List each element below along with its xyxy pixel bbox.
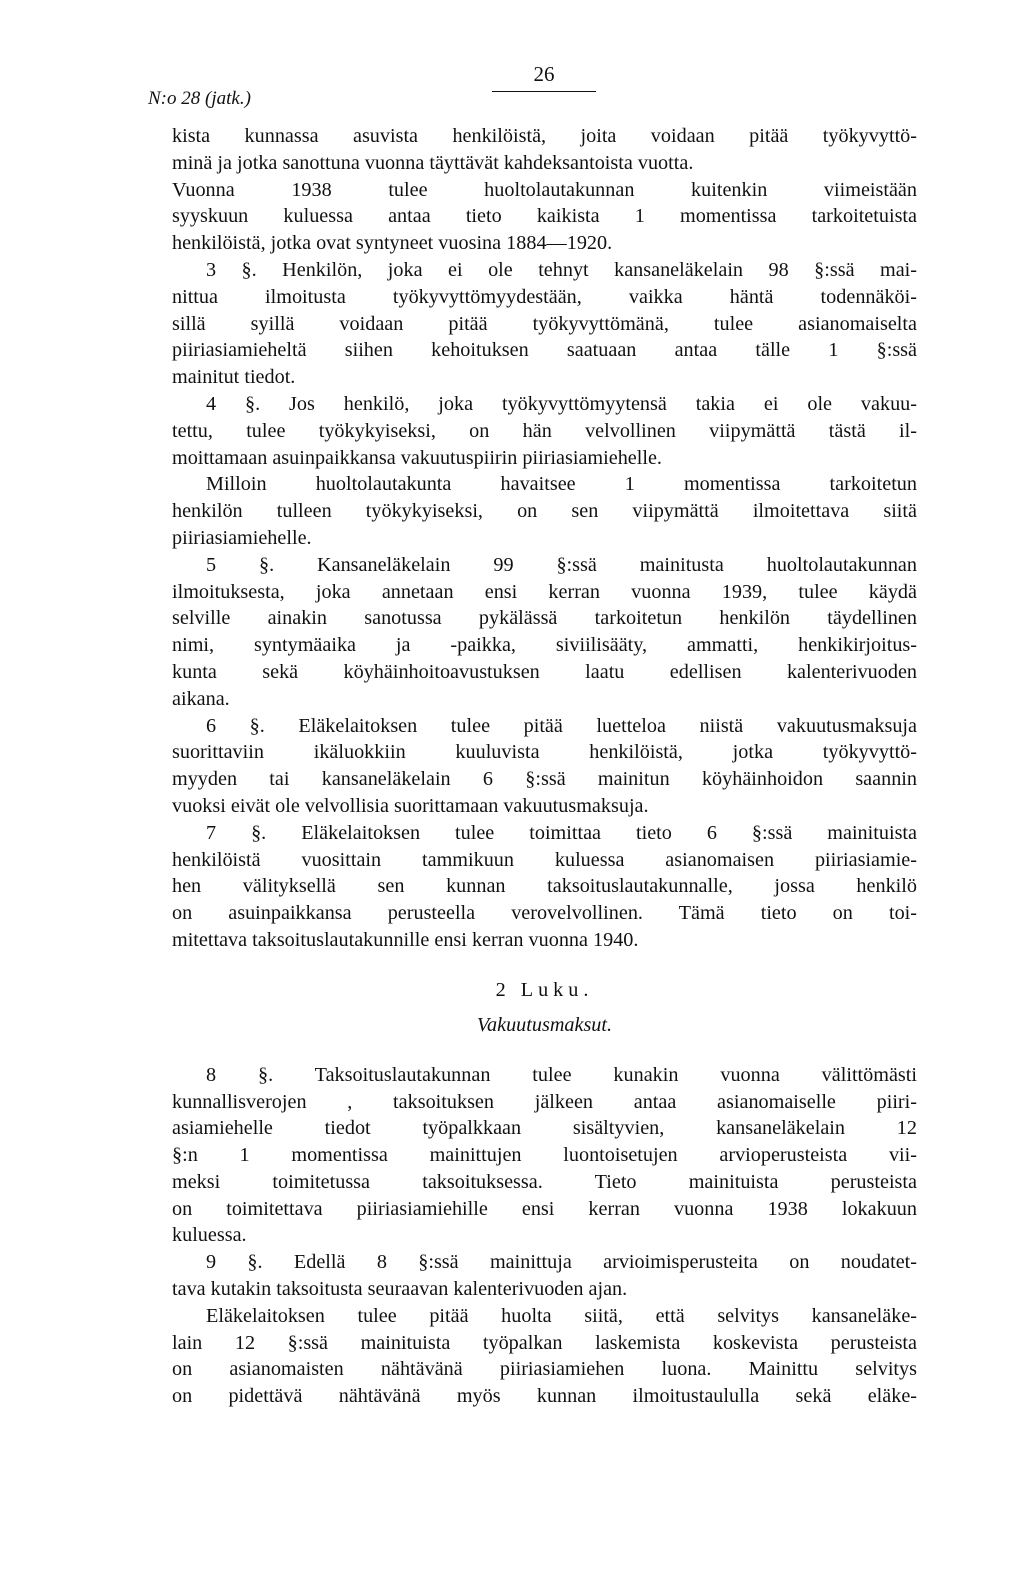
text-line: nimi, syntymäaika ja -paikka, siviilisääty, ammatti, henkikirjoitus- bbox=[172, 634, 917, 657]
text-line: kista kunnassa asuvista henkilöistä, joita voidaan pitää työkyvyttö- bbox=[172, 125, 917, 147]
text-line: on toimitettava piiriasiamiehille ensi kerran vuonna 1938 lokakuun bbox=[172, 1197, 917, 1220]
chapter-title: Vakuutusmaksut. bbox=[476, 1013, 613, 1036]
text-line: 5 §. Kansaneläkelain 99 §:ssä mainitusta huoltolautakunnan bbox=[206, 553, 917, 576]
chapter-label: 2 Luku. bbox=[495, 978, 594, 1001]
spacer bbox=[172, 954, 917, 973]
text-line: myyden tai kansaneläkelain 6 §:ssä mainitun köyhäinhoidon saannin bbox=[172, 768, 917, 791]
text-line: kuluessa. bbox=[172, 1224, 247, 1247]
text-line: Eläkelaitoksen tulee pitää huolta siitä, että selvitys kansaneläke- bbox=[206, 1304, 917, 1327]
text-line: 9 §. Edellä 8 §:ssä mainittuja arvioimisperusteita on noudatet- bbox=[206, 1251, 917, 1274]
text-line: mainitut tiedot. bbox=[172, 366, 296, 389]
text-line: 8 §. Taksoituslautakunnan tulee kunakin vuonna välittömästi bbox=[206, 1063, 917, 1086]
text-line: henkilön tulleen työkykyiseksi, on sen viipymättä ilmoitettava siitä bbox=[172, 500, 917, 523]
text-line: 3 §. Henkilön, joka ei ole tehnyt kansaneläkelain 98 §:ssä mai- bbox=[206, 258, 917, 281]
text-line: piiriasiamieheltä siihen kehoituksen saatuaan antaa tälle 1 §:ssä bbox=[172, 339, 917, 362]
text-line: nittua ilmoitusta työkyvyttömyydestään, vaikka häntä todennäköi- bbox=[172, 285, 917, 308]
body-text bbox=[172, 123, 917, 1410]
text-line: on asianomaisten nähtävänä piiriasiamiehen luona. Mainittu selvitys bbox=[172, 1358, 917, 1381]
text-line: mitettava taksoituslautakunnille ensi kerran vuonna 1940. bbox=[172, 928, 639, 951]
text-line: suorittaviin ikäluokkiin kuuluvista henkilöistä, jotka työkyvyttö- bbox=[172, 741, 917, 764]
text-line: 6 §. Eläkelaitoksen tulee pitää luetteloa niistä vakuutusmaksuja bbox=[206, 714, 917, 737]
text-line: lain 12 §:ssä mainituista työpalkan laskemista koskevista perusteista bbox=[172, 1331, 917, 1354]
text-line: Vuonna 1938 tulee huoltolautakunnan kuitenkin viimeistään bbox=[172, 178, 917, 201]
spacer bbox=[172, 1043, 917, 1062]
text-line: on asuinpaikkansa perusteella verovelvollinen. Tämä tieto on toi- bbox=[172, 902, 917, 925]
text-line: piiriasiamiehelle. bbox=[172, 526, 312, 549]
text-line: henkilöistä vuosittain tammikuun kuluessa asianomaisen piiriasiamie- bbox=[172, 848, 917, 871]
text-line: vuoksi eivät ole velvollisia suorittamaan vakuutusmaksuja. bbox=[172, 794, 649, 817]
text-line: hen välityksellä sen kunnan taksoituslautakunnalle, jossa henkilö bbox=[172, 875, 917, 898]
text-line: syyskuun kuluessa antaa tieto kaikista 1 momentissa tarkoitetuista bbox=[172, 205, 917, 228]
page-number: 26 bbox=[492, 62, 596, 92]
text-line: minä ja jotka sanottuna vuonna täyttävät kahdeksantoista vuotta. bbox=[172, 151, 694, 174]
text-line: moittamaan asuinpaikkansa vakuutuspiirin piiriasiamiehelle. bbox=[172, 446, 662, 469]
text-line: henkilöistä, jotka ovat syntyneet vuosina 1884—1920. bbox=[172, 232, 613, 255]
text-line: meksi toimitetussa taksoituksessa. Tieto mainituista perusteista bbox=[172, 1170, 917, 1193]
text-line: kunnallisverojen , taksoituksen jälkeen antaa asianomaiselle piiri- bbox=[172, 1090, 917, 1113]
text-line: 4 §. Jos henkilö, joka työkyvyttömyytensä takia ei ole vakuu- bbox=[206, 392, 917, 415]
text-line: kunta sekä köyhäinhoitoavustuksen laatu edellisen kalenterivuoden bbox=[172, 660, 917, 683]
text-line: asiamiehelle tiedot työpalkkaan sisältyvien, kansaneläkelain 12 bbox=[172, 1117, 917, 1140]
text-line: on pidettävä nähtävänä myös kunnan ilmoitustaululla sekä eläke- bbox=[172, 1385, 917, 1408]
text-line: tettu, tulee työkykyiseksi, on hän velvollinen viipymättä tästä il- bbox=[172, 419, 917, 442]
text-line: ilmoituksesta, joka annetaan ensi kerran vuonna 1939, tulee käydä bbox=[172, 580, 917, 603]
text-line: sillä syillä voidaan pitää työkyvyttömänä, tulee asianomaiselta bbox=[172, 312, 917, 335]
text-line: 7 §. Eläkelaitoksen tulee toimittaa tieto 6 §:ssä mainituista bbox=[206, 821, 917, 844]
text-line: selville ainakin sanotussa pykälässä tarkoitetun henkilön täydellinen bbox=[172, 607, 917, 630]
text-line: §:n 1 momentissa mainittujen luontoisetujen arvioperusteista vii- bbox=[172, 1144, 917, 1167]
running-head: N:o 28 (jatk.) bbox=[148, 88, 251, 109]
text-line: aikana. bbox=[172, 687, 230, 710]
text-line: Milloin huoltolautakunta havaitsee 1 momentissa tarkoitetun bbox=[206, 473, 917, 496]
text-line: tava kutakin taksoitusta seuraavan kalenterivuoden ajan. bbox=[172, 1278, 628, 1301]
